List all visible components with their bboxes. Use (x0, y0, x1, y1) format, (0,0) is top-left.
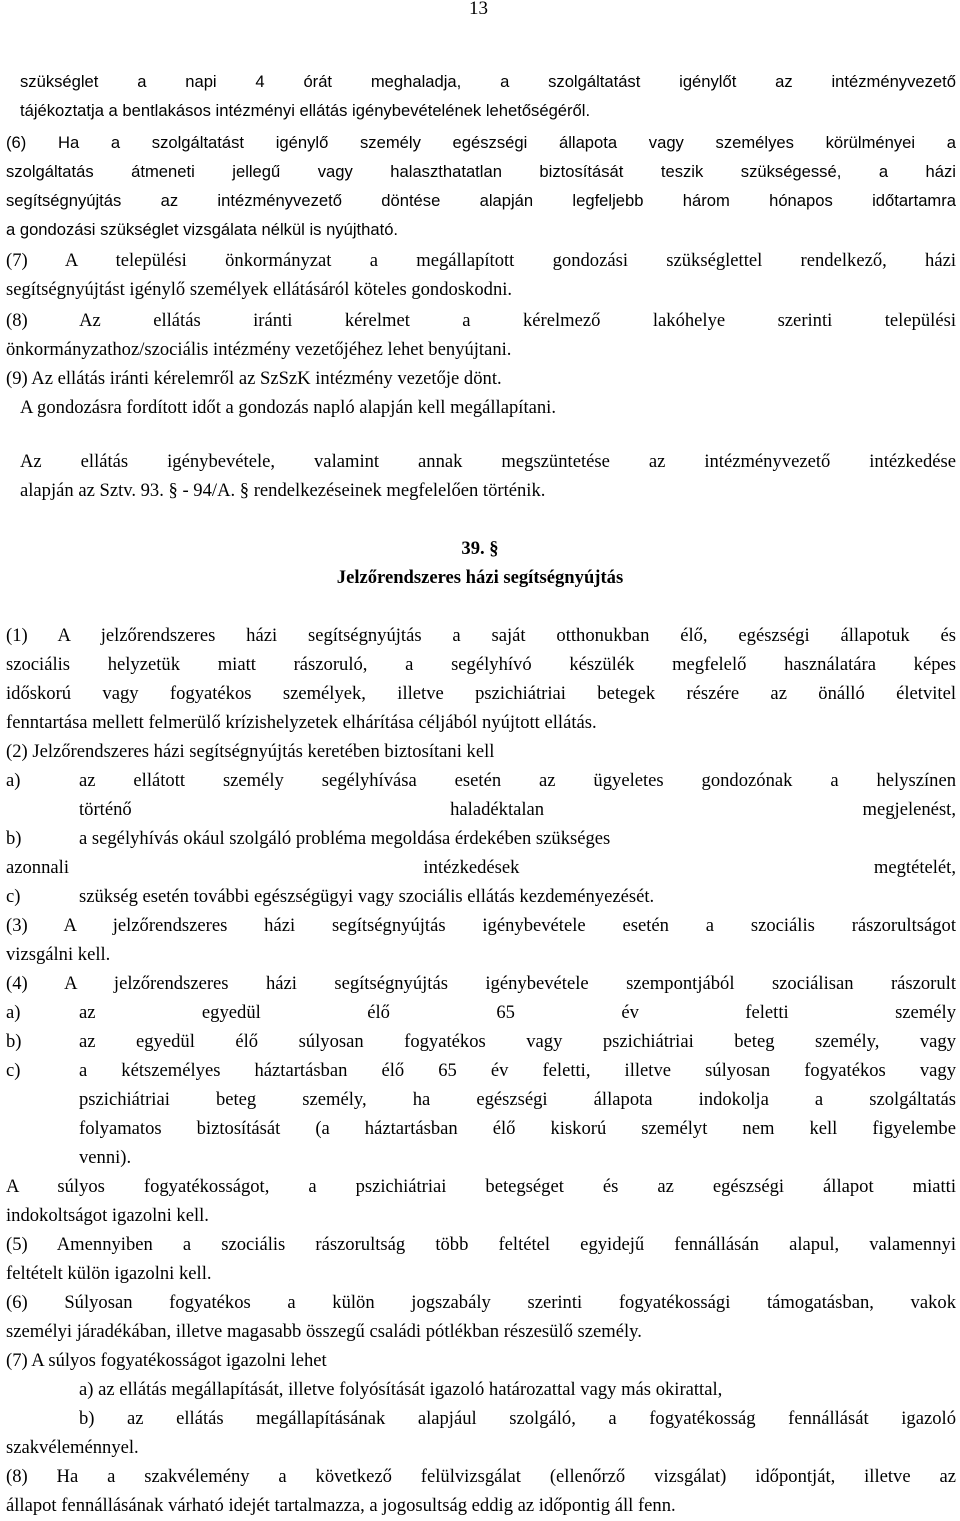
section-39-body (6, 621, 956, 1520)
paragraph-line: személyi járadékában, illetve magasabb összegű családi pótlékban részesülő személy. (6, 1321, 642, 1342)
paragraph-line: pszichiátriai beteg személy, ha egészségi állapota indokolja a szolgáltatás (79, 1089, 956, 1110)
paragraph-line: időskorú vagy fogyatékos személyek, illetve pszichiátriai betegek részére az önálló életvitel (6, 683, 956, 704)
list-item (6, 1056, 956, 1085)
list-label: b) (6, 1031, 22, 1052)
list-item (6, 882, 956, 911)
paragraph-line: a) az ellátás megállapítását, illetve folyósítását igazoló határozattal vagy más okirattal, (79, 1379, 723, 1400)
list-label: a) (6, 770, 21, 791)
list-label: c) (6, 1060, 21, 1081)
paragraph-line: venni). (79, 1147, 132, 1168)
paragraph-line: (1) A jelzőrendszeres házi segítségnyújtás a saját otthonukban élő, egészségi állapotuk és (6, 625, 956, 646)
list-text: szükség esetén további egészségügyi vagy szociális ellátás kezdeményezését. (79, 886, 655, 907)
paragraph-line: (3) A jelzőrendszeres házi segítségnyújtás igénybevétele esetén a szociális rászorultságot (6, 915, 956, 936)
paragraph-line: (4) A jelzőrendszeres házi segítségnyújtás igénybevétele szempontjából szociálisan rászorult (6, 973, 956, 994)
paragraph-line: azonnali intézkedések megtételét, (6, 857, 956, 878)
paragraph-line: szükséglet a napi 4 órát meghaladja, a szolgáltatást igénylőt az intézményvezető (20, 72, 956, 91)
list-item (6, 998, 956, 1027)
list-text: az egyedül élő 65 év feletti személy (79, 1002, 956, 1023)
section-number: 39. § (461, 538, 499, 559)
paragraph-line: (7) A települési önkormányzat a megállapított gondozási szükséglettel rendelkező, házi (6, 250, 956, 271)
paragraph-line: tájékoztatja a bentlakásos intézményi ellátás igénybevételének lehetőségéről. (20, 101, 591, 120)
paragraph-line: (6) Ha a szolgáltatást igénylő személy egészségi állapota vagy személyes körülményei a (6, 133, 956, 152)
paragraph-line: segítségnyújtás az intézményvezető döntése alapján legfeljebb három hónapos időtartamra (6, 191, 956, 210)
paragraph-line: szolgáltatás átmeneti jellegű vagy halaszthatatlan biztosítását teszik szükségessé, a házi (6, 162, 956, 181)
paragraph-line: állapot fennállásának várható idejét tartalmazza, a jogosultság eddig az időpontig áll fenn. (6, 1495, 676, 1516)
list-text: az ellátott személy segélyhívása esetén az ügyeletes gondozónak a helyszínen (79, 770, 956, 791)
top-section (6, 67, 956, 422)
list-label: b) (6, 828, 22, 849)
paragraph-line: (7) A súlyos fogyatékosságot igazolni lehet (6, 1350, 327, 1371)
paragraph-line: feltételt külön igazolni kell. (6, 1263, 212, 1284)
paragraph-line: (8) Ha a szakvélemény a következő felülvizsgálat (ellenőrző vizsgálat) időpontját, illetve az (6, 1466, 956, 1487)
paragraph-line: b) az ellátás megállapításának alapjául szolgáló, a fogyatékosság fennállását igazoló (79, 1408, 956, 1429)
paragraph-line: szociális helyzetük miatt rászoruló, a segélyhívó készülék megfelelő használatára képes (6, 654, 956, 675)
paragraph-line: alapján az Sztv. 93. § - 94/A. § rendelkezéseinek megfelelően történik. (20, 480, 546, 501)
paragraph-line: szakvéleménnyel. (6, 1437, 139, 1458)
list-label: c) (6, 886, 21, 907)
list-item (6, 766, 956, 795)
list-item (6, 1027, 956, 1056)
list-text: a segélyhívás okául szolgáló probléma megoldása érdekében szükséges (79, 828, 611, 849)
list-label: a) (6, 1002, 21, 1023)
paragraph-line: folyamatos biztosítását (a háztartásban élő kiskorú személyt nem kell figyelembe (79, 1118, 956, 1139)
closing-paragraph (6, 447, 956, 505)
list-item (6, 824, 956, 853)
paragraph-line: A gondozásra fordított időt a gondozás napló alapján kell megállapítani. (20, 397, 556, 418)
paragraph-line: történő haladéktalan megjelenést, (79, 799, 956, 820)
paragraph-line: (9) Az ellátás iránti kérelemről az SzSzK intézmény vezetője dönt. (6, 368, 502, 389)
paragraph-line: (2) Jelzőrendszeres házi segítségnyújtás keretében biztosítani kell (6, 741, 495, 762)
paragraph-line: segítségnyújtást igénylő személyek ellátásáról köteles gondoskodni. (6, 279, 513, 300)
page-number: 13 (469, 0, 488, 19)
paragraph-line: (8) Az ellátás iránti kérelmet a kérelmező lakóhelye szerinti települési (6, 310, 956, 331)
paragraph-line: Az ellátás igénybevétele, valamint annak megszüntetése az intézményvezető intézkedése (20, 451, 956, 472)
paragraph-line: A súlyos fogyatékosságot, a pszichiátriai betegséget és az egészségi állapot miatti (6, 1176, 956, 1197)
section-title: Jelzőrendszeres házi segítségnyújtás (336, 567, 624, 588)
paragraph-line: (6) Súlyosan fogyatékos a külön jogszabály szerinti fogyatékossági támogatásban, vakok (6, 1292, 956, 1313)
paragraph-line: (5) Amennyiben a szociális rászorultság több feltétel egyidejű fennállásán alapul, valamennyi (6, 1234, 956, 1255)
list-text: az egyedül élő súlyosan fogyatékos vagy pszichiátriai beteg személy, vagy (79, 1031, 956, 1052)
paragraph-line: indokoltságot igazolni kell. (6, 1205, 209, 1226)
paragraph-line: vizsgálni kell. (6, 944, 111, 965)
list-text: a kétszemélyes háztartásban élő 65 év feletti, illetve súlyosan fogyatékos vagy (79, 1060, 956, 1081)
paragraph-line: a gondozási szükséglet vizsgálata nélkül is nyújtható. (6, 220, 399, 239)
paragraph-line: fenntartása mellett felmerülő krízishelyzetek elhárítása céljából nyújtott ellátás. (6, 712, 597, 733)
paragraph-line: önkormányzathoz/szociális intézmény vezetőjéhez lehet benyújtani. (6, 339, 512, 360)
